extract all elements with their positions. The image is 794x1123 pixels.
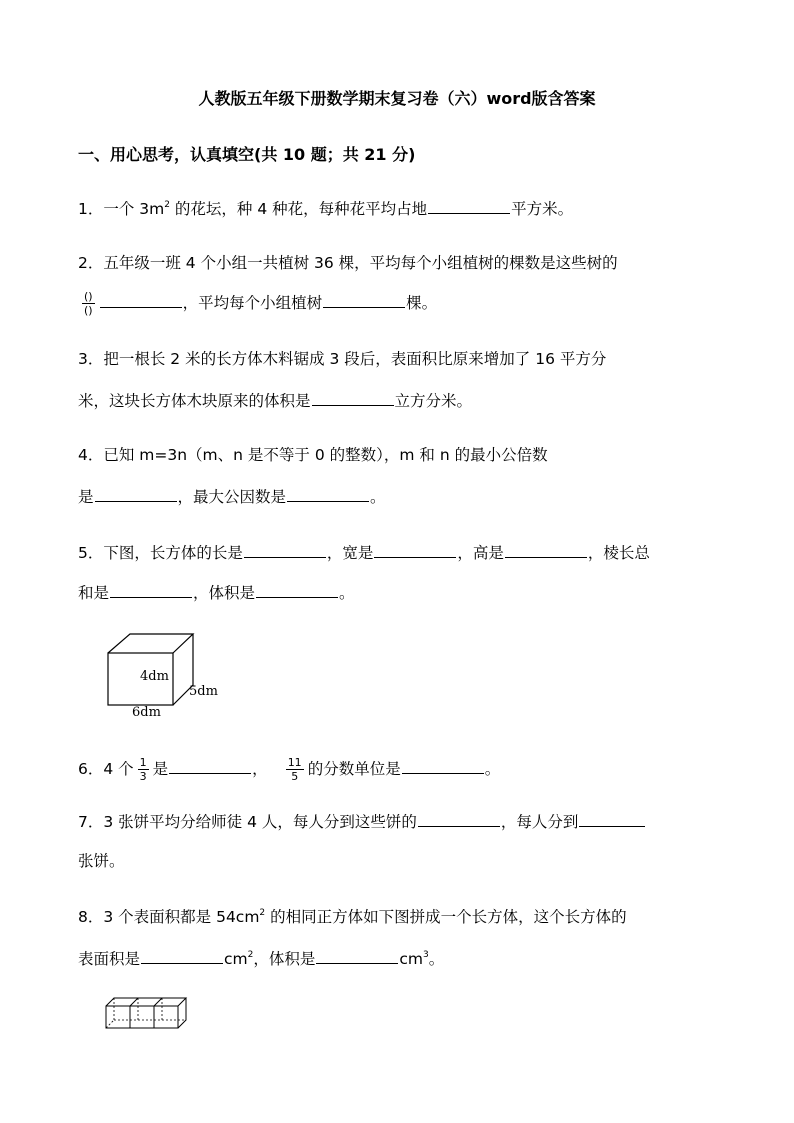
answer-blank[interactable]	[316, 947, 398, 964]
answer-blank[interactable]	[312, 389, 394, 406]
q8-text-d: ，体积是	[253, 950, 316, 968]
q7-text-b: ，每人分到	[500, 813, 579, 831]
q6-text-d: 的分数单位是	[307, 760, 401, 778]
q1-text-c: 平方米。	[511, 200, 574, 218]
answer-blank[interactable]	[374, 541, 456, 558]
three-cubes-figure	[104, 996, 194, 1032]
q4-text-a: 是	[78, 488, 94, 506]
q8-sup-2: 2	[247, 950, 254, 960]
question-8-line-2	[78, 947, 444, 970]
fraction-denominator: 3	[139, 770, 147, 783]
section-heading: 一、用心思考，认真填空(共 10 题；共 21 分)	[78, 145, 416, 164]
fraction-eleven-fifths	[286, 756, 304, 783]
q6-text-e: 。	[484, 760, 501, 778]
question-4-line-1: 4．已知 m=3n（m、n 是不等于 0 的整数），m 和 n 的最小公倍数	[78, 446, 548, 464]
answer-blank[interactable]	[244, 541, 326, 558]
q5-text-a: 5．下图，长方体的长是	[78, 544, 243, 562]
cuboid-width-label: 5dm	[189, 684, 218, 699]
q1-text-b: 的花坛，种 4 种花，每种花平均占地	[170, 200, 428, 218]
fraction-numerator: 1	[139, 756, 147, 769]
question-8-line-1	[78, 906, 627, 928]
answer-blank[interactable]	[579, 810, 645, 827]
answer-blank[interactable]	[110, 581, 192, 598]
answer-blank[interactable]	[141, 947, 223, 964]
q5-text-d: ，棱长总	[587, 544, 650, 562]
q8-text-a: 8．3 个表面积都是 54cm	[78, 908, 260, 926]
cuboid-length-label: 6dm	[132, 705, 161, 720]
answer-blank[interactable]	[100, 291, 182, 308]
answer-blank[interactable]	[323, 291, 405, 308]
fraction-placeholder	[82, 290, 95, 317]
document-title: 人教版五年级下册数学期末复习卷（六）word版含答案	[198, 89, 596, 108]
q8-unit-cm2: cm	[224, 950, 248, 968]
question-6	[78, 756, 500, 783]
question-1	[78, 197, 573, 220]
q8-text-c: 表面积是	[78, 950, 141, 968]
q1-sup: 2	[164, 200, 170, 210]
q4-text-b: ，最大公因数是	[177, 488, 287, 506]
answer-blank[interactable]	[428, 197, 510, 214]
question-7-line-1	[78, 810, 646, 833]
answer-blank[interactable]	[287, 485, 369, 502]
q8-unit-cm3: cm	[399, 950, 424, 968]
q2-text-c: 棵。	[406, 294, 438, 312]
fraction-numerator: 11	[287, 756, 302, 769]
fraction-numerator: ()	[84, 290, 93, 303]
question-7-line-2: 张饼。	[78, 852, 125, 870]
cuboid-top-face	[108, 634, 193, 653]
q2-text-b: ，平均每个小组植树	[182, 294, 323, 312]
q3-text-a: 米，这块长方体木块原来的体积是	[78, 392, 311, 410]
question-3-line-2	[78, 389, 472, 412]
q8-sup-1: 2	[259, 908, 266, 918]
fraction-denominator: 5	[291, 770, 299, 783]
q1-text-a: 一个 3m	[103, 200, 165, 218]
q5-text-c: ，高是	[457, 544, 504, 562]
answer-blank[interactable]	[418, 810, 500, 827]
q6-text-a: 6．4 个	[78, 760, 134, 778]
q8-sup-3: 3	[423, 950, 429, 960]
cuboid-height-label: 4dm	[140, 669, 169, 684]
fraction-denominator: ()	[84, 304, 93, 317]
question-4-line-2	[78, 485, 386, 508]
fraction-one-third	[138, 756, 149, 783]
question-2-line-2	[78, 290, 437, 317]
answer-blank[interactable]	[505, 541, 587, 558]
q5-text-f: ，体积是	[193, 584, 256, 602]
answer-blank[interactable]	[256, 581, 338, 598]
q8-text-e: 。	[428, 950, 445, 968]
question-5-line-2	[78, 581, 355, 604]
q5-text-e: 和是	[78, 584, 110, 602]
q1-number: 1．	[78, 200, 104, 218]
q5-text-b: ，宽是	[326, 544, 374, 562]
q8-text-b: 的相同正方体如下图拼成一个长方体，这个长方体的	[265, 908, 627, 926]
q6-text-c: ，	[252, 760, 268, 778]
answer-blank[interactable]	[402, 757, 484, 774]
question-2-line-1: 2．五年级一班 4 个小组一共植树 36 棵，平均每个小组植树的棵数是这些树的	[78, 254, 618, 272]
q7-text-a: 7．3 张饼平均分给师徒 4 人，每人分到这些饼的	[78, 813, 417, 831]
q5-text-g: 。	[339, 584, 355, 602]
answer-blank[interactable]	[169, 757, 251, 774]
q6-text-b: 是	[152, 760, 169, 778]
question-3-line-1: 3．把一根长 2 米的长方体木料锯成 3 段后，表面积比原来增加了 16 平方分	[78, 350, 607, 368]
q4-text-c: 。	[370, 488, 386, 506]
answer-blank[interactable]	[95, 485, 177, 502]
question-5-line-1	[78, 541, 650, 564]
q3-text-b: 立方分米。	[394, 392, 473, 410]
